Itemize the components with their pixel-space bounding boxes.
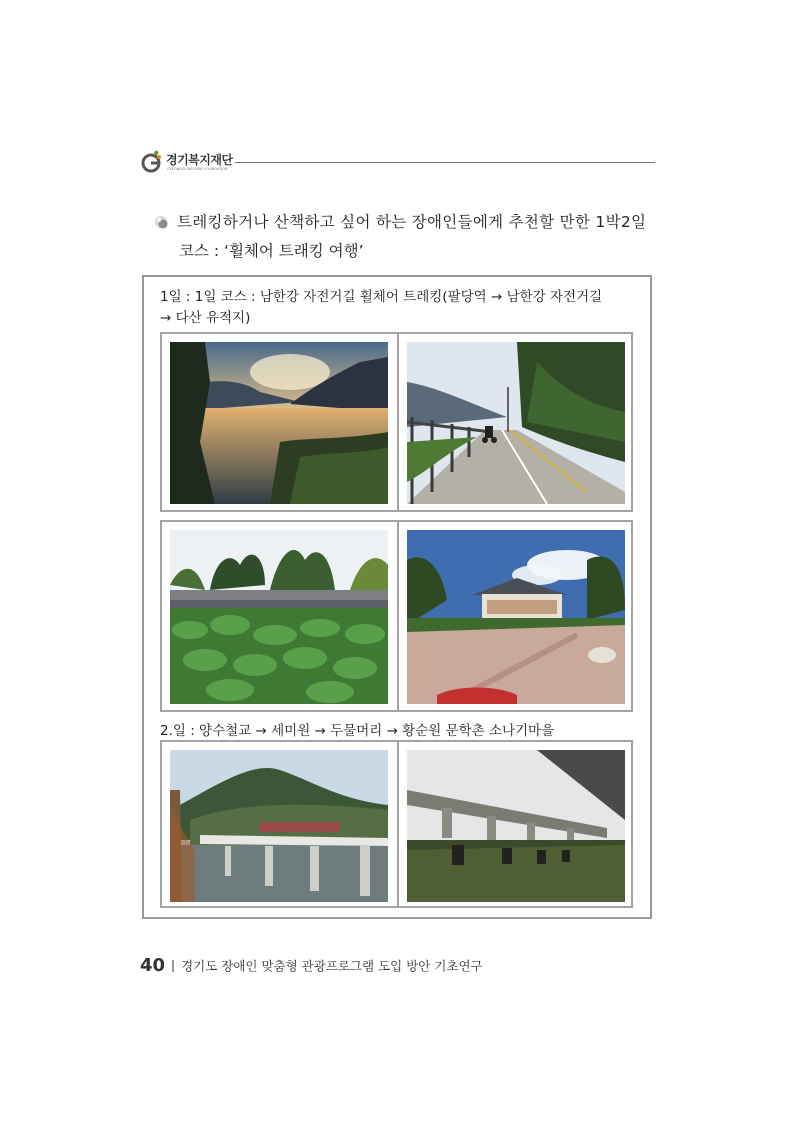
dasan-historic-site-photo [407, 530, 625, 704]
sunset-lake-photo [170, 342, 388, 504]
day1-course-line-1: 1일 : 1일 코스 : 남한강 자전거길 휠체어 트레킹(팔당역 → 남한강 자전거길 [160, 289, 603, 305]
footer-separator [172, 960, 174, 972]
under-bridge-rest-area-photo [407, 750, 625, 902]
heading-line-2: 코스 : ‘휠체어 트래킹 여행’ [179, 242, 364, 260]
page-footer [140, 955, 483, 976]
photo-row-3 [160, 740, 633, 908]
day1-course-line-2: → 다산 유적지) [160, 310, 251, 326]
page-number: 40 [140, 955, 166, 976]
org-name: 경기복지재단 [166, 153, 233, 167]
org-name-en: GYEONGGI WELFARE FOUNDATION [167, 167, 228, 171]
bullet-icon [153, 214, 169, 230]
photo-divider [397, 334, 399, 510]
wheelchair-bike-path-photo [407, 342, 625, 504]
page-header [140, 148, 655, 178]
photo-divider [397, 742, 399, 906]
photo-row-2 [160, 520, 633, 712]
yangsu-railway-bridge-photo [170, 750, 388, 902]
header-rule [235, 162, 655, 163]
day2-course-line: 2.일 : 양수철교 → 세미원 → 두물머리 → 황순원 문학촌 소나기마을 [160, 723, 555, 739]
heading-line-1: 트레킹하거나 산책하고 싶어 하는 장애인들에게 추천할 만한 1박2일 [177, 213, 647, 231]
foundation-logo-icon [140, 148, 164, 174]
photo-divider [397, 522, 399, 710]
lotus-garden-photo [170, 530, 388, 704]
photo-row-1 [160, 332, 633, 512]
document-title: 경기도 장애인 맞춤형 관광프로그램 도입 방안 기초연구 [181, 958, 483, 974]
